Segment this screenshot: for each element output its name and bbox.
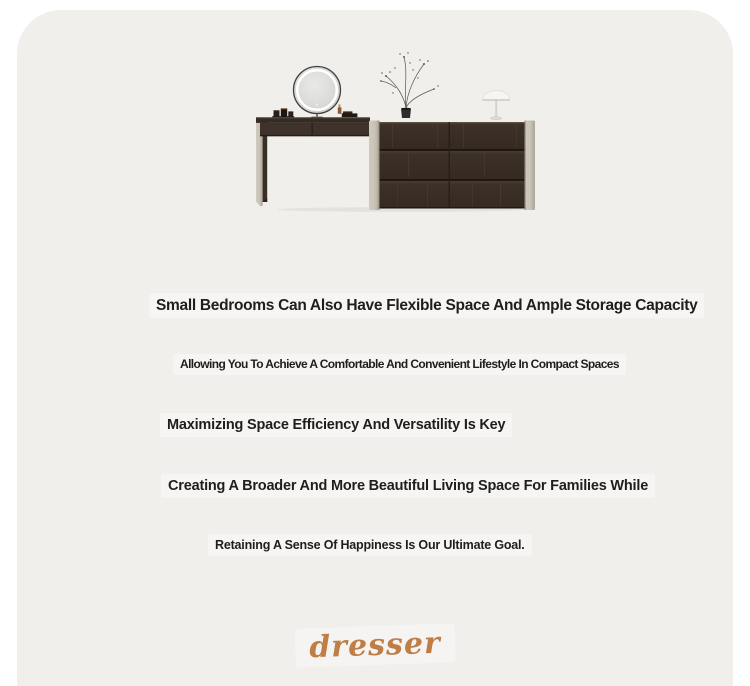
copy-line-4: Creating A Broader And More Beautiful Living Space For Families While [161, 474, 655, 498]
headline: Small Bedrooms Can Also Have Flexible Space And Ample Storage Capacity [149, 293, 704, 318]
dresser-script-label: dresser [295, 623, 456, 668]
led-round-mirror [294, 67, 341, 119]
content-card [17, 10, 733, 686]
copy-line-5: Retaining A Sense Of Happiness Is Our Ultimate Goal. [208, 534, 532, 556]
product-image-dresser-vanity [237, 48, 547, 218]
cosmetic-jars [272, 108, 294, 117]
six-drawer-chest [369, 121, 535, 211]
vase [401, 108, 411, 118]
perfume-tray [338, 104, 358, 117]
subline: Allowing You To Achieve A Comfortable And Convenient Lifestyle In Compact Spaces [173, 354, 626, 375]
vanity-desk [256, 117, 370, 206]
copy-line-3: Maximizing Space Efficiency And Versatility Is Key [160, 413, 512, 437]
vase-with-dried-branch [380, 52, 439, 108]
mushroom-table-lamp [483, 90, 510, 119]
